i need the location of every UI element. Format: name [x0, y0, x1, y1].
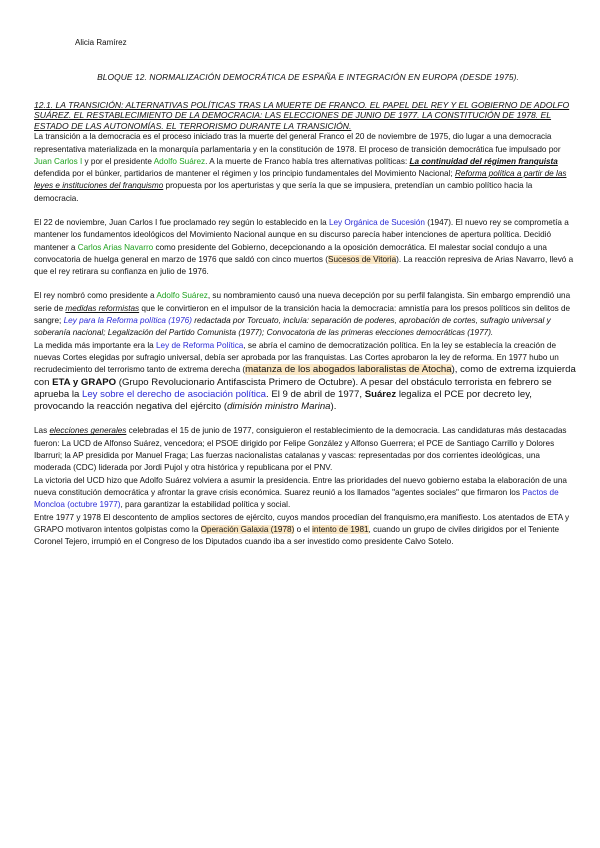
paragraph-transicion [34, 131, 579, 205]
text: (Grupo Revolucionario Antifascista Primero de Octubre). A pesar del obstáculo terrorista en febrero se aprueba la [34, 376, 552, 400]
text: como presidente del Gobierno, decepcionando a la oposición democrática. El malestar social condujo a una convocatoria de huelga general en marzo de 1976 que saldó con cinco muertos ( [34, 242, 547, 264]
term-continuidad: La continuidad del régimen franquista [409, 156, 558, 166]
highlight-operacion-galaxia: Operación Galaxia (1978) [200, 524, 295, 534]
author-name: Alicia Ramírez [75, 38, 127, 47]
link-adolfo-suarez-2[interactable]: Adolfo Suárez [156, 291, 208, 301]
text: celebradas el 15 de junio de 1977, consiguieron el restablecimiento de la democracia. Las candidaturas más destacadas fueron: La UCD de Alfonso Suárez, vencedora; el PSOE dirigido por Felipe González y Alfonso Guerrera; el PCE de Santiago Carrillo y Dolores Ibarruri; la AP presidida por Manuel Fraga; Las fuerzas nacionalistas catalanas y vascas: representadas por dos corrientes ideológicas, una moderada (CDC) liderada por Jordi Pujol y otra histórica y republicana por el PNV. [34, 426, 567, 473]
text: redactada por Torcuato, incluía: separación de poderes, aprobación de cortes, sufragio universal y soberanía nacional; Legalización del Partido Comunista (1977); Convocatoria de las primeras elecciones democráticas (1977). [34, 316, 551, 338]
section-title: 12.1. LA TRANSICIÓN: ALTERNATIVAS POLÍTICAS TRAS LA MUERTE DE FRANCO. EL PAPEL DEL REY Y EL GOBIERNO DE ADOLFO SUÁREZ. EL RESTABLECIMIENTO DE LA DEMOCRACIA: LAS ELECCIONES DE JUNIO DE 1977. LA CONSTITUCIÓN DE 1978. EL ESTADO DE LAS AUTONOMÍAS. EL TERRORISMO DURANTE LA TRANSICIÓN. [34, 100, 570, 131]
text: que le convirtieron en el impulsor de la transición hacia la democracia: amnistía para los presos políticos sin delitos de sangre; [34, 303, 571, 326]
paragraph-reforma [34, 340, 579, 414]
paragraph-ucd [34, 475, 579, 512]
link-ley-reforma-1976[interactable]: Ley para la Reforma política (1976) [63, 316, 192, 326]
text: defendida por el búnker, partidarios de mantener el régimen y los principio fundamentales del Movimiento Nacional; [34, 169, 455, 179]
text: La medida más importante era la [34, 340, 156, 350]
term-eta-grapo: ETA y GRAPO [52, 376, 117, 388]
text: , se abría el camino de democratización política. En la ley se establecía la creación de nuevas Cortes elegidas por sufragio universal, debía ser aprobada por las franquistas. Las Cortes aprobaron la ley de reforma. En 1977 hubo un recrudecimiento del terrorismo tanto de extrema derecha ( [34, 340, 559, 375]
link-juan-carlos[interactable]: Juan Carlos I [34, 156, 83, 166]
highlight-sucesos-vitoria: Sucesos de Vitoria [328, 254, 397, 264]
highlight-intento-1981: intento de 1981 [312, 524, 369, 534]
text: y por el presidente [82, 156, 154, 166]
bloque-title: BLOQUE 12. NORMALIZACIÓN DEMOCRÁTICA DE ESPAÑA E INTEGRACIÓN EN EUROPA (DESDE 1975). [97, 72, 519, 82]
text: ). La reacción represiva de Arias Navarro, llevó a que el rey retirara su confianza en julio de 1976. [34, 254, 574, 277]
text: ). [330, 401, 337, 413]
link-pactos-moncloa[interactable]: Pactos de Moncloa (octubre 1977) [34, 487, 559, 510]
paragraph-suarez [34, 290, 579, 339]
text: , cuando un grupo de civiles dirigidos por el Teniente Coronel Tejero, irrumpió en el Congreso de los Diputados cuando iba a ser investido como presidente Calvo Sotelo. [34, 524, 560, 547]
paragraph-proclamacion [34, 217, 579, 278]
link-ley-sucesion[interactable]: Ley Orgánica de Sucesión [328, 218, 425, 227]
paragraph-golpismo [34, 512, 579, 549]
text: . A la muerte de Franco había tres alternativas políticas: [205, 156, 410, 166]
term-dimision: dimisión ministro Marina [227, 401, 331, 413]
text: , para garantizar la estabilidad política y social. [120, 500, 291, 510]
text: ), como de extrema izquierda con [34, 364, 576, 388]
term-suarez: Suárez [364, 388, 397, 400]
paragraph-elecciones [34, 425, 579, 474]
term-medidas-reformistas: medidas reformistas [65, 303, 140, 313]
text: legaliza el PCE por decreto ley, provocando la reacción negativa del ejército ( [34, 388, 532, 413]
term-elecciones-generales: elecciones generales [49, 426, 127, 436]
term-reforma-politica: Reforma política a partir de las leyes e instituciones del franquismo [34, 169, 567, 191]
link-adolfo-suarez[interactable]: Adolfo Suárez [153, 156, 206, 166]
link-arias-navarro[interactable]: Carlos Arias Navarro [77, 242, 154, 252]
text: Las [34, 426, 50, 436]
text: (1947). El nuevo rey se comprometía a mantener los fundamentos ideológicos del Movimiento Nacional aunque en su discurso parecía haber intenciones de apertura política. Decidió mantener a [34, 218, 569, 252]
text: o el [294, 524, 313, 534]
text: La transición a la democracia es el proceso iniciado tras la muerte del general Franco el 20 de noviembre de 1975, dio lugar a una democracia representativa materializada en la monarquía parlamentaria y en la constitución de 1978. El proceso de transición democrática fue impulsado por [34, 132, 561, 154]
link-ley-asociacion[interactable]: Ley sobre el derecho de asociación política [82, 388, 267, 400]
text: , su nombramiento causó una nueva decepción por su perfil falangista. Sin embargo emprendió una serie de [34, 291, 571, 313]
text: Entre 1977 y 1978 El descontento de amplios sectores de ejército, cuyos mandos procedían del franquismo,era manifiesto. Los atentados de ETA y GRAPO motivaron intentos golpistas como la [34, 512, 570, 534]
text: La victoria del UCD hizo que Adolfo Suárez volviera a asumir la presidencia. Entre las prioridades del nuevo gobierno estaba la elaboración de una nueva constitución democrática y afrontar la grave crisis económica. Suarez reunió a los llamados "agentes sociales" que firmaron los [34, 475, 567, 497]
highlight-atocha: matanza de los abogados laboralistas de Atocha [245, 364, 452, 376]
link-ley-reforma-politica[interactable]: Ley de Reforma Política [155, 340, 244, 350]
text: . El 9 de abril de 1977, [266, 388, 365, 400]
document-body [34, 100, 579, 548]
text: propuesta por los aperturistas y que sería la que se impusiera, pretendían un cambio político hacia la democracia. [34, 181, 533, 203]
text: El rey nombró como presidente a [34, 291, 157, 301]
text: El 22 de noviembre, Juan Carlos I fue proclamado rey según lo establecido en la [34, 218, 329, 227]
